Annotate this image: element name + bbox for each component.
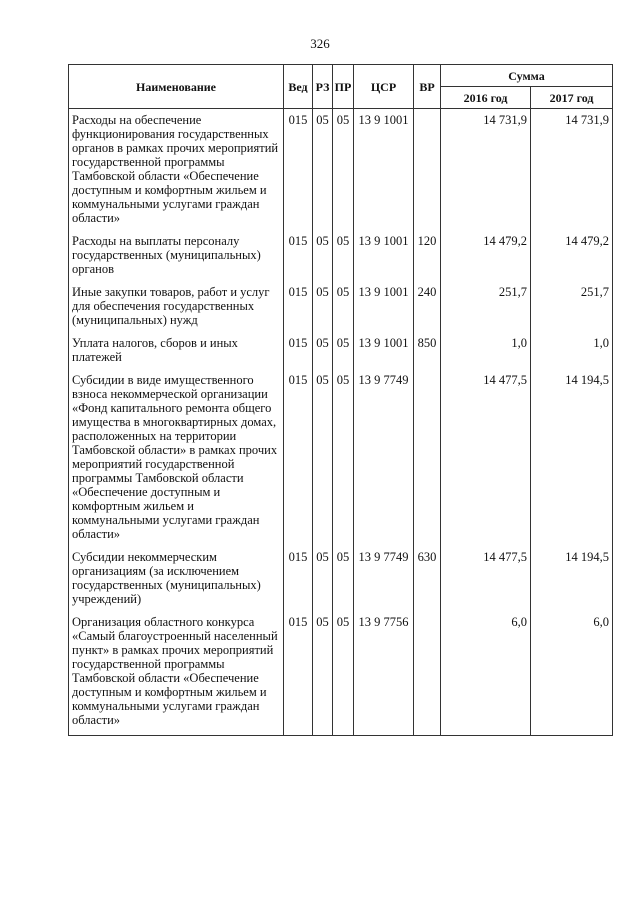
row-rz: 05 <box>313 113 333 234</box>
page-number: 326 <box>310 36 330 51</box>
row-sum-2017: 14 479,2 <box>531 234 613 285</box>
row-pr: 05 <box>333 550 354 615</box>
row-vr: 240 <box>414 285 441 336</box>
header-name: Наименование <box>69 65 284 109</box>
row-rz: 05 <box>313 550 333 615</box>
table-row <box>69 285 613 336</box>
row-pr: 05 <box>333 234 354 285</box>
row-sum-2017: 14 731,9 <box>531 113 613 234</box>
row-ved: 015 <box>284 373 313 550</box>
row-csr: 13 9 1001 <box>354 234 414 285</box>
row-sum-2016: 14 479,2 <box>441 234 531 285</box>
row-rz: 05 <box>313 615 333 736</box>
row-vr: 120 <box>414 234 441 285</box>
header-rz: РЗ <box>313 65 333 109</box>
row-pr: 05 <box>333 285 354 336</box>
row-ved: 015 <box>284 285 313 336</box>
row-ved: 015 <box>284 113 313 234</box>
row-ved: 015 <box>284 550 313 615</box>
row-name: Организация областного конкурса «Самый благоустроенный населенный пункт» в рамках прочих мероприятий государственной программы Тамбовской области «Обеспечение доступным и комфортным жильем и коммунальными услугами граждан области» <box>69 615 284 736</box>
row-sum-2017: 1,0 <box>531 336 613 373</box>
row-ved: 015 <box>284 615 313 736</box>
row-name: Субсидии в виде имущественного взноса некоммерческой организации «Фонд капитального ремонта общего имущества в многоквартирных домах, расположенных на территории Тамбовской области» в рамках прочих мероприятий государственной программы Тамбовской области «Обеспечение доступным и комфортным жильем и коммунальными услугами граждан области» <box>69 373 284 550</box>
row-csr: 13 9 1001 <box>354 285 414 336</box>
row-vr: 850 <box>414 336 441 373</box>
row-sum-2017: 6,0 <box>531 615 613 736</box>
row-rz: 05 <box>313 373 333 550</box>
row-sum-2016: 14 477,5 <box>441 373 531 550</box>
row-name: Уплата налогов, сборов и иных платежей <box>69 336 284 373</box>
header-pr: ПР <box>333 65 354 109</box>
table-row <box>69 373 613 550</box>
row-name: Субсидии некоммерческим организациям (за исключением государственных (муниципальных) учреждений) <box>69 550 284 615</box>
row-sum-2017: 14 194,5 <box>531 373 613 550</box>
row-pr: 05 <box>333 373 354 550</box>
row-pr: 05 <box>333 113 354 234</box>
row-sum-2016: 14 731,9 <box>441 113 531 234</box>
row-sum-2017: 251,7 <box>531 285 613 336</box>
table-row <box>69 550 613 615</box>
header-year-2017: 2017 год <box>531 87 613 109</box>
table-row <box>69 113 613 234</box>
row-pr: 05 <box>333 336 354 373</box>
row-vr <box>414 615 441 736</box>
row-sum-2017: 14 194,5 <box>531 550 613 615</box>
row-sum-2016: 14 477,5 <box>441 550 531 615</box>
row-name: Иные закупки товаров, работ и услуг для обеспечения государственных (муниципальных) нужд <box>69 285 284 336</box>
row-sum-2016: 1,0 <box>441 336 531 373</box>
header-ved: Вед <box>284 65 313 109</box>
header-sum: Сумма <box>441 65 613 87</box>
row-vr: 630 <box>414 550 441 615</box>
row-csr: 13 9 1001 <box>354 113 414 234</box>
header-year-2016: 2016 год <box>441 87 531 109</box>
row-csr: 13 9 7756 <box>354 615 414 736</box>
row-csr: 13 9 7749 <box>354 550 414 615</box>
row-rz: 05 <box>313 285 333 336</box>
row-vr <box>414 373 441 550</box>
table-row <box>69 234 613 285</box>
budget-table <box>68 64 613 736</box>
header-vr: ВР <box>414 65 441 109</box>
row-name: Расходы на выплаты персоналу государственных (муниципальных) органов <box>69 234 284 285</box>
row-rz: 05 <box>313 336 333 373</box>
row-csr: 13 9 1001 <box>354 336 414 373</box>
row-name: Расходы на обеспечение функционирования государственных органов в рамках прочих мероприятий государственной программы Тамбовской области «Обеспечение доступным и комфортным жильем и коммунальными услугами граждан области» <box>69 113 284 234</box>
row-ved: 015 <box>284 336 313 373</box>
row-ved: 015 <box>284 234 313 285</box>
row-sum-2016: 6,0 <box>441 615 531 736</box>
row-sum-2016: 251,7 <box>441 285 531 336</box>
header-csr: ЦСР <box>354 65 414 109</box>
row-rz: 05 <box>313 234 333 285</box>
table-row <box>69 336 613 373</box>
row-csr: 13 9 7749 <box>354 373 414 550</box>
row-pr: 05 <box>333 615 354 736</box>
table-row <box>69 615 613 736</box>
row-vr <box>414 113 441 234</box>
